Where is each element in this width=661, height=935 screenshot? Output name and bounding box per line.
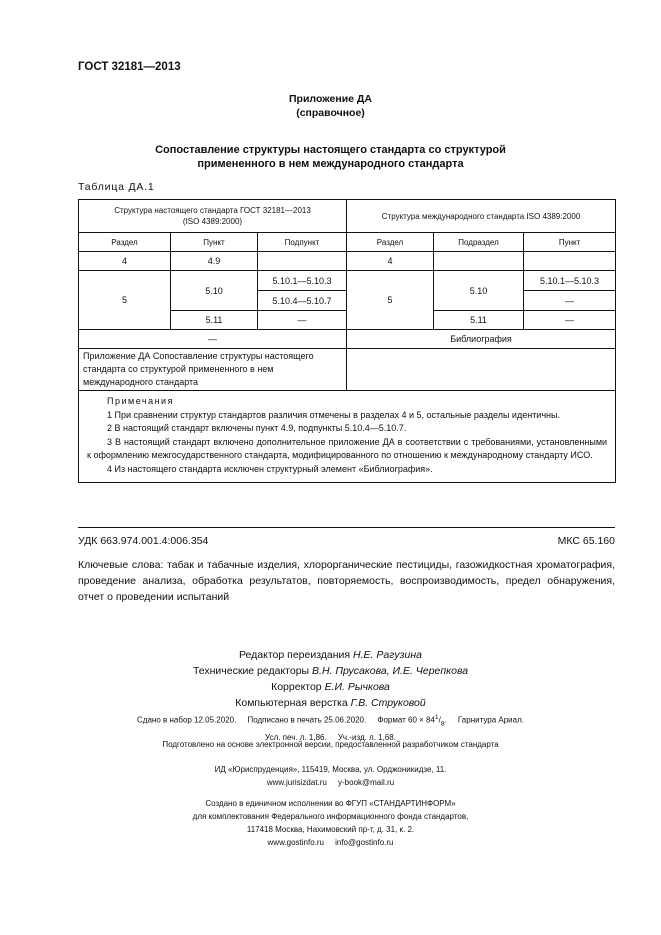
notes-heading: Примечания bbox=[107, 396, 174, 406]
cell: — bbox=[524, 311, 616, 330]
table-notes bbox=[79, 391, 616, 483]
note-3: 3 В настоящий стандарт включено дополнительное приложение ДА в соответствии с требованиями, установленными к оформлению межгосударственного стандарта, модифицированного по отношению к международному стандарту ИСО. bbox=[87, 436, 608, 460]
national-structure-header bbox=[79, 200, 347, 233]
col-header-clause: Пункт bbox=[171, 233, 258, 252]
credit-person: Е.И. Рычкова bbox=[324, 681, 390, 693]
table-row bbox=[79, 349, 616, 391]
national-header-line1: Структура настоящего стандарта ГОСТ 32181—2013 bbox=[114, 206, 311, 215]
international-structure-header: Структура международного стандарта ISO 4389:2000 bbox=[347, 200, 616, 233]
print-signed-date: Подписано в печать 25.06.2020. bbox=[247, 715, 367, 725]
cell: 4 bbox=[79, 252, 171, 271]
credit-editor bbox=[0, 647, 661, 663]
credits-block bbox=[0, 647, 661, 711]
divider bbox=[78, 527, 615, 528]
cell bbox=[347, 349, 616, 391]
producer-line-1: Создано в единичном исполнении во ФГУП «СТАНДАРТИНФОРМ» bbox=[205, 799, 456, 808]
publisher-info bbox=[0, 763, 661, 789]
col-header-int-section: Раздел bbox=[347, 233, 434, 252]
cell: — bbox=[524, 291, 616, 311]
producer-contacts bbox=[0, 836, 661, 849]
note-4: 4 Из настоящего стандарта исключен структурный элемент «Библиография». bbox=[107, 463, 433, 474]
producer-info bbox=[0, 797, 661, 849]
cell: Библиография bbox=[347, 330, 616, 349]
publisher-address: ИД «Юриспруденция», 115419, Москва, ул. Орджоникидзе, 11. bbox=[214, 765, 447, 774]
print-sent-date: Сдано в набор 12.05.2020. bbox=[137, 715, 237, 725]
producer-line-2: для комплектования Федерального информационного фонда стандартов, bbox=[192, 812, 469, 821]
cell: 5.10 bbox=[434, 271, 524, 311]
mks-code: МКС 65.160 bbox=[557, 535, 615, 547]
table-column-header-row bbox=[79, 233, 616, 252]
cell bbox=[434, 252, 524, 271]
credit-layout bbox=[0, 695, 661, 711]
credit-role: Компьютерная верстка bbox=[235, 697, 348, 709]
cell: 5 bbox=[347, 271, 434, 330]
col-header-int-subsection: Подраздел bbox=[434, 233, 524, 252]
print-format-numerator: 1 bbox=[434, 714, 439, 721]
udk-code: УДК 663.974.001.4:006.354 bbox=[78, 535, 209, 547]
credit-technical-editors bbox=[0, 663, 661, 679]
appendix-title: Приложение ДА bbox=[289, 93, 372, 105]
table-notes-row bbox=[79, 391, 616, 483]
table-row bbox=[79, 330, 616, 349]
table-group-header-row bbox=[79, 200, 616, 233]
cell: 5 bbox=[79, 271, 171, 330]
print-line-1: Сдано в набор 12.05.2020. Подписано в печать 25.06.2020. Формат $60 \times 84^1/_8$. Гарнитура Ариал. bbox=[137, 714, 524, 728]
producer-email-link[interactable]: info@gostinfo.ru bbox=[335, 838, 394, 847]
credit-person: Г.В. Струковой bbox=[350, 697, 426, 709]
keywords: Ключевые слова: табак и табачные изделия, хлорорганические пестициды, газожидкостная хроматография, проведение анализа, обработка результатов, повторяемость, воспроизводимость, предел обнаружения, отчет о проведении испытаний bbox=[78, 559, 615, 603]
appendix-subtitle: (справочное) bbox=[296, 107, 365, 119]
table-label: Таблица ДА.1 bbox=[78, 181, 155, 193]
note-1: 1 При сравнении структур стандартов различия отмечены в разделах 4 и 5, остальные разделы идентичны. bbox=[107, 409, 560, 420]
cell bbox=[258, 252, 347, 271]
print-format: Формат 60 × 84 bbox=[377, 715, 435, 725]
credit-role: Корректор bbox=[271, 681, 322, 693]
credit-corrector bbox=[0, 679, 661, 695]
publisher-email-link[interactable]: y-book@mail.ru bbox=[338, 778, 395, 787]
print-pub-sheets: Уч.-изд. л. 1,68. bbox=[337, 733, 396, 743]
cell: — bbox=[258, 311, 347, 330]
print-format-denominator: 8 bbox=[440, 720, 445, 728]
note-2: 2 В настоящий стандарт включены пункт 4.9, подпункты 5.10.4—5.10.7. bbox=[107, 423, 407, 433]
correspondence-table bbox=[78, 199, 616, 483]
col-header-subclause: Подпункт bbox=[258, 233, 347, 252]
cell: 5.11 bbox=[171, 311, 258, 330]
cell: 4 bbox=[347, 252, 434, 271]
print-font: Гарнитура Ариал. bbox=[457, 715, 524, 725]
credit-person: Н.Е. Рагузина bbox=[353, 649, 422, 661]
credit-person: В.Н. Прусакова, И.Е. Черепкова bbox=[312, 665, 469, 677]
publisher-contacts bbox=[0, 776, 661, 789]
section-title-line2: примененного в нем международного стандарта bbox=[197, 158, 464, 170]
cell: 5.10.4—5.10.7 bbox=[258, 291, 347, 311]
appendix-heading bbox=[0, 92, 661, 120]
cell: 4.9 bbox=[171, 252, 258, 271]
col-header-section: Раздел bbox=[79, 233, 171, 252]
producer-site-link[interactable]: www.gostinfo.ru bbox=[267, 838, 324, 847]
cell: — bbox=[79, 330, 347, 349]
credit-role: Технические редакторы bbox=[192, 665, 310, 677]
national-header-line2: (ISO 4389:2000) bbox=[182, 217, 243, 226]
producer-line-3: 117418 Москва, Нахимовский пр-т, д. 31, к. 2. bbox=[246, 825, 415, 834]
cell: 5.10.1—5.10.3 bbox=[258, 271, 347, 291]
publisher-site-link[interactable]: www.jurisizdat.ru bbox=[266, 778, 327, 787]
section-title-line1: Сопоставление структуры настоящего стандарта со структурой bbox=[155, 144, 506, 156]
document-code: ГОСТ 32181—2013 bbox=[78, 61, 181, 73]
col-header-int-clause: Пункт bbox=[524, 233, 616, 252]
table-row bbox=[79, 252, 616, 271]
table-row bbox=[79, 271, 616, 291]
cell bbox=[524, 252, 616, 271]
print-sheets: Усл. печ. л. 1,86. bbox=[265, 733, 327, 743]
credit-role: Редактор переиздания bbox=[239, 649, 351, 661]
cell: Приложение ДА Сопоставление структуры настоящего стандарта со структурой примененного в нем международного стандарта bbox=[79, 349, 347, 391]
cell: 5.10 bbox=[171, 271, 258, 311]
cell: 5.11 bbox=[434, 311, 524, 330]
cell: 5.10.1—5.10.3 bbox=[524, 271, 616, 291]
prepared-note: Подготовлено на основе электронной версии, предоставленной разработчиком стандарта bbox=[162, 740, 499, 749]
section-title bbox=[0, 143, 661, 171]
